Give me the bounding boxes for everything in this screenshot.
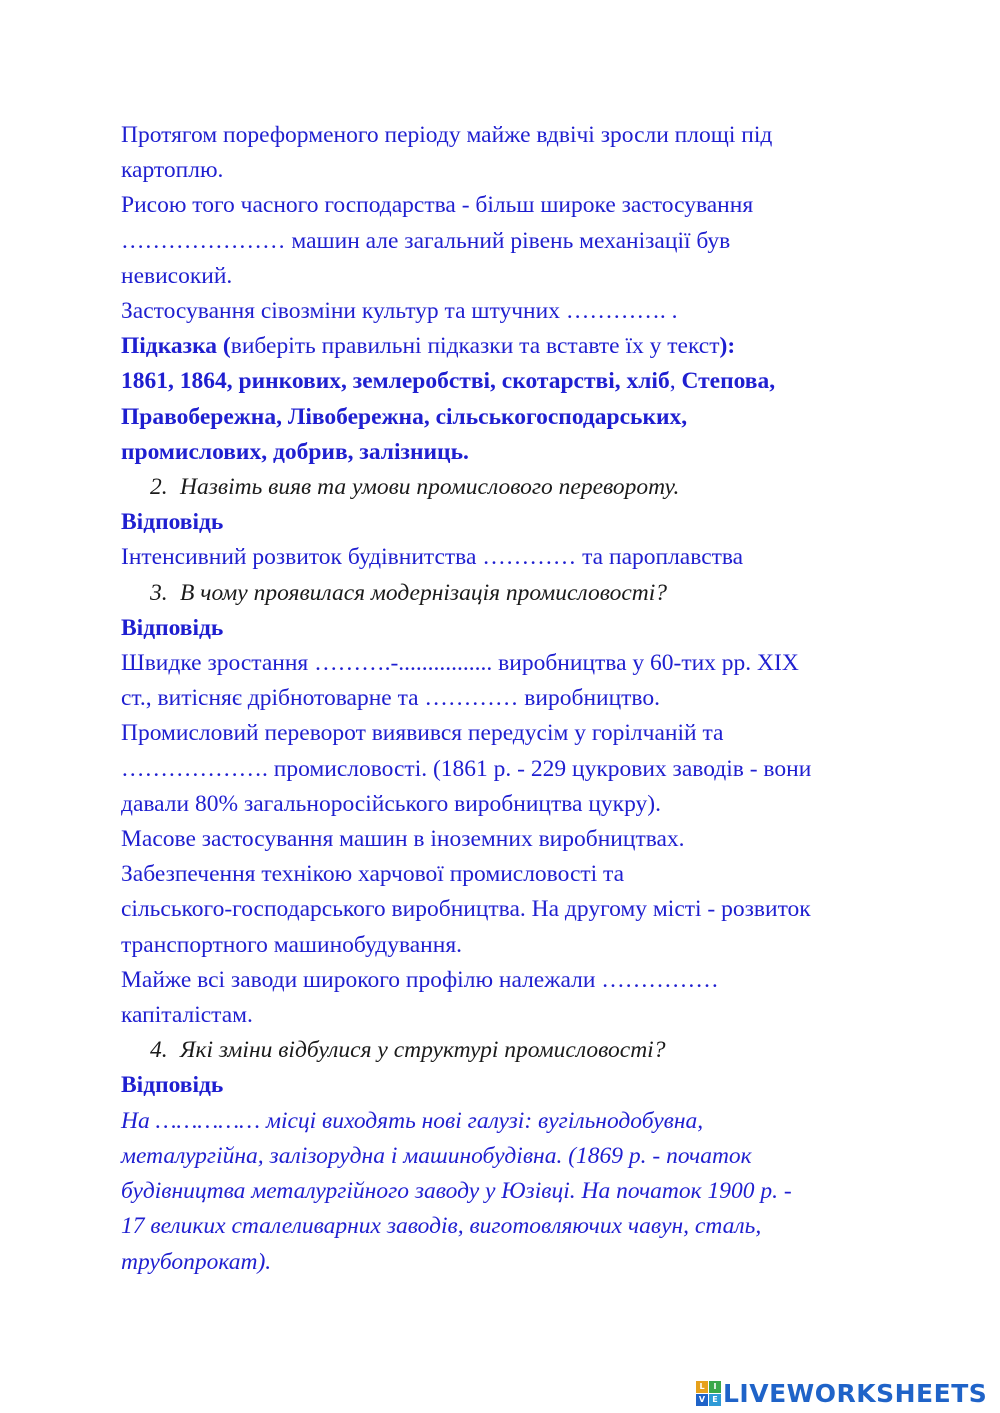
text-line: невисокий. [121,262,233,289]
hint-close: ): [719,333,736,360]
text-line: Протягом пореформеного періоду майже вдвічі зросли площі під [121,122,773,148]
question-2 [121,470,921,505]
question-4 [121,1033,921,1068]
text-line: Застосування сівозміни культур та штучних …………. . [121,298,678,325]
text-line: ………………… машин але загальний рівень механізації був [121,227,731,254]
hint-words-line: Правобережна, Лівобережна, сільськогосподарських, [121,403,688,430]
hint-words-line: промислових, добрив, залізниць. [121,438,469,465]
logo-text: LIVEWORKSHEETS [723,1378,988,1408]
logo-tile: V [696,1394,708,1406]
answer-line: будівництва металургійного заводу у Юзівці. На початок 1900 р. - [121,1178,792,1205]
question-number: 3. [150,579,168,606]
answer-line: капіталістам. [121,1002,253,1029]
text-line: Рисою того часного господарства - більш широке застосування [121,192,754,219]
question-text: Назвіть вияв та умови промислового перевороту. [180,474,680,501]
logo-tile: I [709,1381,721,1393]
answer-line: На …………… місці виходять нові галузі: вугільнодобувна, [121,1107,704,1134]
hint-words: Степова, [681,368,776,395]
logo-tile: L [696,1381,708,1393]
answer-line: Швидке зростання ……….-................ виробництва у 60-тих рр. XIX [121,650,799,677]
answer-line: Інтенсивний розвиток будівнитства ………… та пароплавства [121,544,744,571]
answer-line: ст., витісняє дрібнотоварне та ………… виробництво. [121,685,660,712]
answer-line: ………………. промисловості. (1861 р. - 229 цукрових заводів - вони [121,755,812,782]
answer-line: сільського-господарського виробництва. На другому місті - розвиток [121,896,811,923]
answer-line: металургійна, залізорудна і машинобудівна. (1869 р. - початок [121,1142,752,1169]
answer-line: Майже всі заводи широкого профілю належали …………… [121,966,719,993]
answer-label: Відповідь [121,509,224,536]
answer-label: Відповідь [121,1072,224,1099]
liveworksheets-logo[interactable] [696,1378,987,1408]
question-number: 2. [150,474,168,501]
hint-words: 1861, 1864, ринкових, землеробстві, скотарстві, хліб [121,368,670,395]
question-text: В чому проявилася модернізація промисловості? [180,579,668,606]
hint-heading [121,329,921,364]
answer-line: давали 80% загальноросійського виробництва цукру). [121,790,661,817]
answer-line: транспортного машинобудування. [121,931,463,958]
answer-line: Промисловий переворот виявився передусім у горілчаній та [121,720,724,747]
hint-words-line [121,364,921,399]
liveworksheets-logo-icon [696,1381,720,1405]
answer-line: Забезпечення технікою харчової промисловості та [121,861,625,888]
hint-note: виберіть правильні підказки та вставте їх у текст [230,333,720,360]
answer-line: 17 великих сталеливарних заводів, виготовляючих чавун, сталь, [121,1213,762,1240]
question-number: 4. [150,1037,168,1064]
worksheet-content [121,118,921,1280]
question-3 [121,576,921,611]
logo-tile: E [709,1394,721,1406]
answer-line: трубопрокат). [121,1248,272,1275]
text-line: картоплю. [121,157,224,184]
answer-label: Відповідь [121,614,224,641]
hint-separator: , [669,368,682,395]
question-text: Які зміни відбулися у структурі промисловості? [180,1037,666,1064]
answer-line: Масове застосування машин в іноземних виробництвах. [121,826,685,853]
hint-label: Підказка ( [121,333,231,360]
